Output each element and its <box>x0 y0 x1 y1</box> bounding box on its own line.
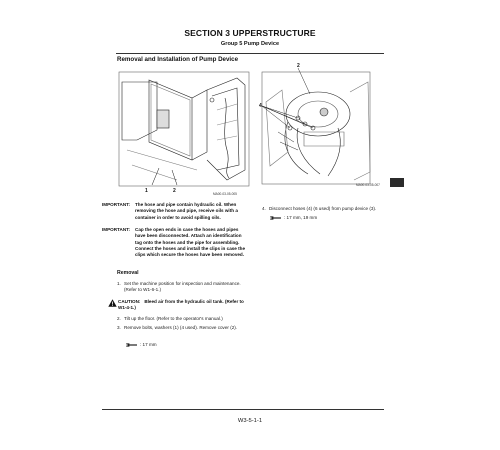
callout-label: 1 <box>145 188 148 194</box>
figure-code: MA00-03-05-007 <box>356 183 380 187</box>
important-text: The hose and pipe contain hydraulic oil. When removing the hose and pipe, receive oils with a container in order to avoid spilling oils. <box>135 202 238 220</box>
step-text: Remove bolts, washers (1) (4 used). Remove cover (2). <box>124 325 238 330</box>
important-text: Cap the open ends in case the hoses and pipes have been disconnected. Attach an identification tag onto the hoses and the pipe for assembling. Connect the hoses and install the clips in case the clips which secure the hoses have been removed. <box>135 227 246 258</box>
step-number: 1. <box>117 281 121 286</box>
tool-spec <box>270 215 350 221</box>
tool-size: : 17 mm <box>140 342 157 347</box>
step-number: 3. <box>117 325 121 330</box>
step-text: Tilt up the floor. (Refer to the operator's manual.) <box>124 316 223 321</box>
procedure-step <box>262 206 402 214</box>
caution-label: CAUTION: <box>118 299 141 304</box>
step-number: 2. <box>117 316 121 321</box>
procedure-step <box>117 316 257 324</box>
important-note <box>102 227 252 267</box>
figure-pump-cover <box>117 70 252 188</box>
warning-triangle-icon <box>108 299 117 307</box>
important-note <box>102 202 252 222</box>
procedure-step <box>117 325 257 339</box>
callout-label: 4 <box>259 103 262 109</box>
section-heading: Removal and Installation of Pump Device <box>117 56 239 63</box>
tool-size: : 17 mm, 19 mm <box>284 215 318 220</box>
caution-text <box>118 299 250 312</box>
step-number: 4. <box>262 206 266 211</box>
important-label: IMPORTANT: <box>102 227 130 232</box>
caution-note <box>108 299 256 313</box>
section-thumb-tab <box>390 178 404 187</box>
figure-code: MA00-03-05-005 <box>213 192 237 196</box>
caution-body: Bleed air from the hydraulic oil tank. (Refer to W1-4-1.) <box>118 299 244 311</box>
figure-pump-hoses <box>258 62 374 188</box>
tool-spec <box>126 342 186 348</box>
step-text: Set the machine position for inspection and maintenance. (Refer to W1-6-1.) <box>124 281 241 293</box>
page-title: SECTION 3 UPPERSTRUCTURE <box>184 28 316 38</box>
callout-label: 2 <box>173 188 176 194</box>
step-text: Disconnect hoses (4) (6 used) from pump device (3). <box>269 206 377 211</box>
important-label: IMPORTANT: <box>102 202 130 207</box>
procedure-step <box>117 281 257 295</box>
wrench-icon <box>270 216 282 220</box>
callout-label: 2 <box>297 63 300 69</box>
page-subtitle: Group 5 Pump Device <box>220 41 280 47</box>
footer-divider <box>102 409 384 410</box>
wrench-icon <box>126 343 138 347</box>
page-number: W3-5-1-1 <box>237 418 263 424</box>
header-divider <box>116 53 384 54</box>
removal-heading: Removal <box>117 270 139 276</box>
